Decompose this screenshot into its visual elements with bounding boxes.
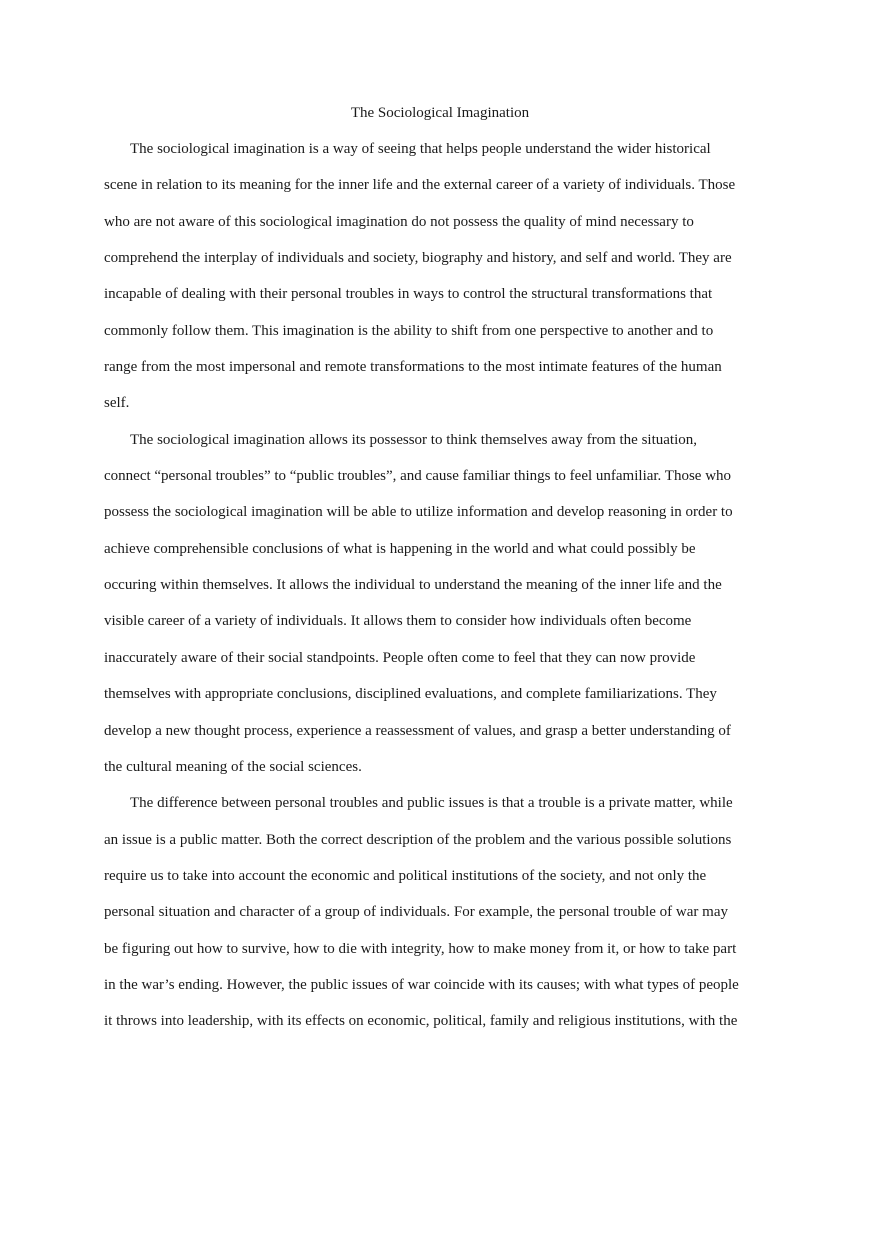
paragraph-line: in the war’s ending. However, the public issues of war coincide with its causes; with what types of people bbox=[104, 976, 739, 993]
paragraph-line: The difference between personal troubles and public issues is that a trouble is a private matter, while bbox=[130, 795, 733, 812]
paragraph-line: achieve comprehensible conclusions of what is happening in the world and what could possibly be bbox=[104, 540, 696, 557]
paragraph-line: visible career of a variety of individuals. It allows them to consider how individuals often become bbox=[104, 613, 692, 630]
paragraph-line: who are not aware of this sociological imagination do not possess the quality of mind necessary to bbox=[104, 213, 694, 230]
paragraph-line: incapable of dealing with their personal troubles in ways to control the structural transformations that bbox=[104, 286, 713, 303]
paragraph-line: require us to take into account the economic and political institutions of the society, and not only the bbox=[104, 867, 707, 884]
paragraph-line: develop a new thought process, experience a reassessment of values, and grasp a better understanding of bbox=[104, 722, 731, 739]
paragraph-line: self. bbox=[104, 395, 130, 412]
paragraph-3 bbox=[104, 791, 780, 1045]
paragraph-line: scene in relation to its meaning for the inner life and the external career of a variety of individuals. Those bbox=[104, 177, 736, 194]
paragraph-2 bbox=[104, 428, 780, 791]
paragraph-line: it throws into leadership, with its effects on economic, political, family and religious institutions, with the bbox=[104, 1013, 738, 1030]
paragraph-line: The sociological imagination allows its possessor to think themselves away from the situation, bbox=[130, 431, 697, 448]
paragraph-line: commonly follow them. This imagination is the ability to shift from one perspective to another and to bbox=[104, 322, 714, 339]
paragraph-1 bbox=[104, 137, 780, 428]
document-body bbox=[104, 137, 780, 1046]
paragraph-line: themselves with appropriate conclusions, disciplined evaluations, and complete familiarizations. They bbox=[104, 686, 717, 703]
paragraph-line: occuring within themselves. It allows the individual to understand the meaning of the inner life and the bbox=[104, 577, 722, 594]
paragraph-line: range from the most impersonal and remote transformations to the most intimate features of the human bbox=[104, 359, 722, 376]
paragraph-line: connect “personal troubles” to “public troubles”, and cause familiar things to feel unfamiliar. Those who bbox=[104, 468, 732, 485]
paragraph-line: personal situation and character of a group of individuals. For example, the personal trouble of war may bbox=[104, 904, 728, 921]
paragraph-line: inaccurately aware of their social standpoints. People often come to feel that they can now provide bbox=[104, 649, 696, 666]
paragraph-line: the cultural meaning of the social sciences. bbox=[104, 758, 362, 775]
paragraph-line: comprehend the interplay of individuals and society, biography and history, and self and world. They are bbox=[104, 250, 732, 267]
paragraph-line: The sociological imagination is a way of seeing that helps people understand the wider historical bbox=[130, 141, 711, 157]
paragraph-line: possess the sociological imagination will be able to utilize information and develop reasoning in order to bbox=[104, 504, 733, 521]
document-title: The Sociological Imagination bbox=[350, 105, 530, 121]
paragraph-line: be figuring out how to survive, how to die with integrity, how to make money from it, or how to take part bbox=[104, 940, 737, 957]
paragraph-line: an issue is a public matter. Both the correct description of the problem and the various possible solutions bbox=[104, 831, 732, 848]
